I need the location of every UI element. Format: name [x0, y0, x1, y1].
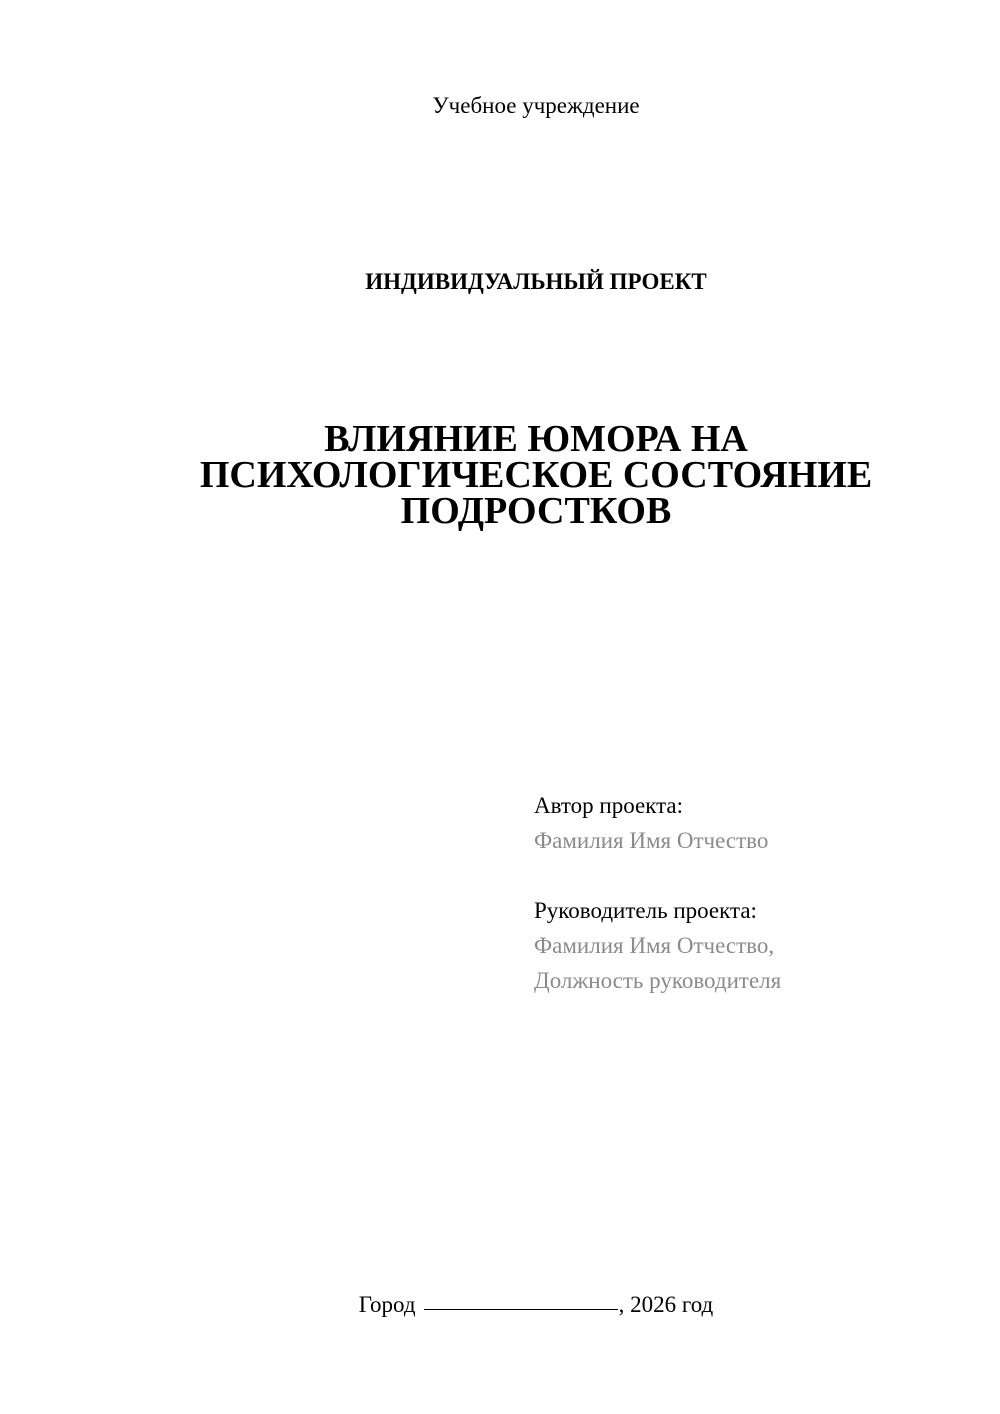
author-name: Фамилия Имя Отчество: [534, 828, 769, 853]
supervisor-position: Должность руководителя: [534, 968, 782, 993]
project-type-heading: ИНДИВИДУАЛЬНЫЙ ПРОЕКТ: [365, 269, 707, 294]
supervisor-label: Руководитель проекта:: [534, 898, 757, 923]
author-label: Автор проекта:: [534, 793, 683, 818]
project-title-line: ПСИХОЛОГИЧЕСКОЕ СОСТОЯНИЕ: [199, 454, 873, 496]
project-title-line: ВЛИЯНИЕ ЮМОРА НА: [324, 418, 748, 460]
project-title-line: ПОДРОСТКОВ: [400, 490, 672, 532]
year-text: , 2026 год: [618, 1292, 714, 1317]
city-label: Город: [358, 1292, 416, 1317]
institution-name: Учебное учреждение: [432, 93, 640, 118]
city-year-line: [0, 1290, 1000, 1320]
project-info-block: [534, 789, 974, 998]
city-blank-underline: [424, 1289, 618, 1310]
supervisor-name: Фамилия Имя Отчество,: [534, 933, 775, 958]
spacer: [534, 858, 974, 894]
project-title: [150, 418, 922, 532]
